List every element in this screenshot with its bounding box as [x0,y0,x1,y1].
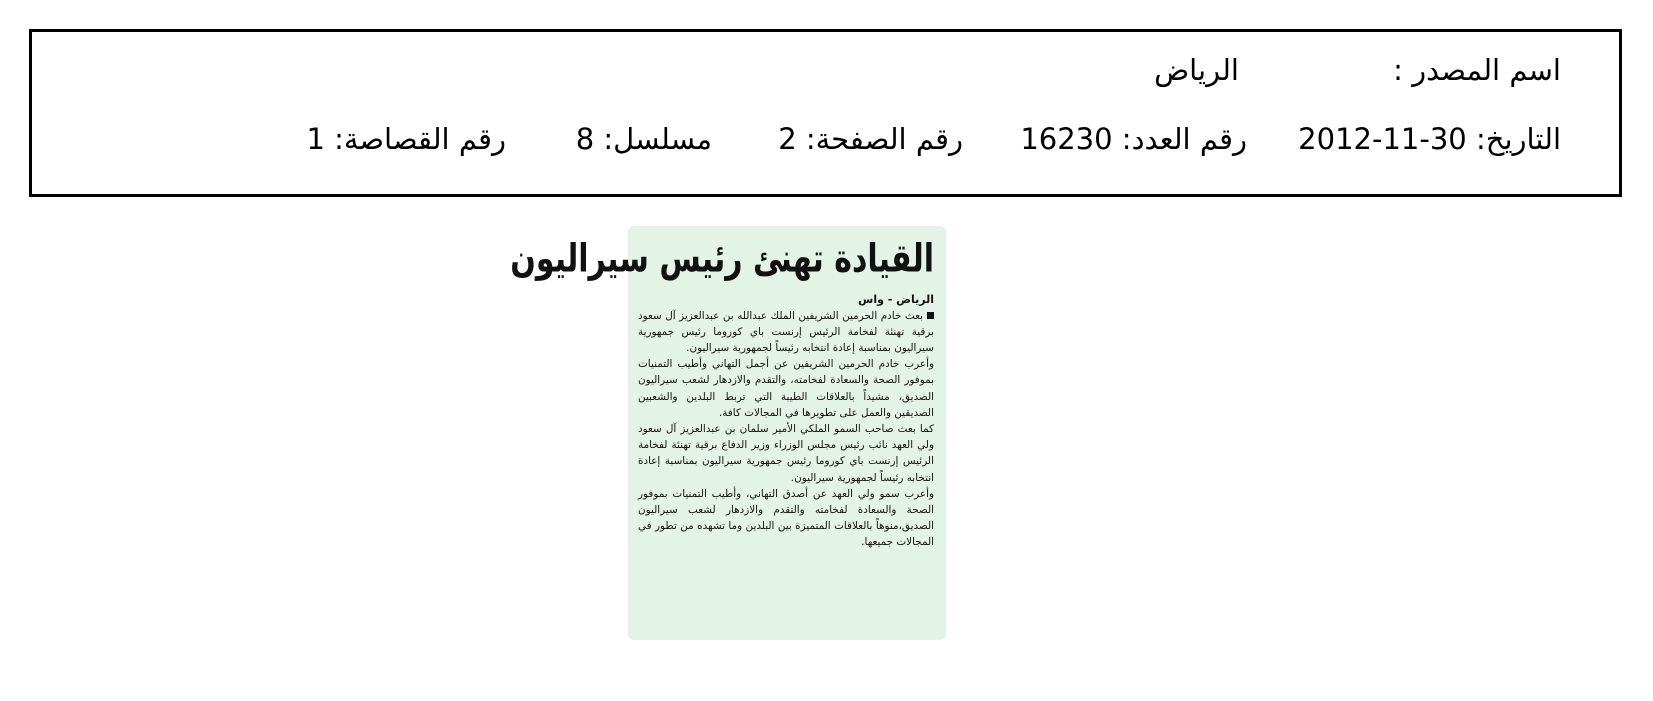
clipping-paragraph: كما بعث صاحب السمو الملكي الأمير سلمان بن عبدالعزيز آل سعود ولي العهد نائب رئيس مجلس الوزراء وزير الدفاع برقية تهنئة لفخامة الرئيس إرنست باي كوروما رئيس جمهورية سيراليون بمناسبة إعادة انتخابه رئيساً لجمهورية سيراليون. [638,422,934,484]
clipping-dateline: الرياض - واس [858,292,934,306]
clipping-paragraph: وأعرب سمو ولي العهد عن أصدق التهاني، وأطيب التمنيات بموفور الصحة والسعادة لفخامته والتقدم والازدهار لشعب سيراليون الصديق،منوهاً بالعلاقات المتميزة بين البلدين وما تشهده من تطور في المجالات جميعها. [638,487,934,549]
serial-field: مسلسل: 8 [575,122,712,156]
source-label: اسم المصدر : [1393,53,1561,87]
date-field: التاريخ: 30-11-2012 [1298,122,1561,156]
clipping-paragraph: وأعرب خادم الحرمين الشريفين عن أجمل التهاني وأطيب التمنيات بموفور الصحة والسعادة لفخامته، والتقدم والازدهار لشعب سيراليون الصديق، مشيداً بالعلاقات الطيبة التي تربط البلدين والشعبين الصديقين والعمل على تطويرها في المجالات كافة. [638,358,934,419]
page-number-field: رقم الصفحة: 2 [778,122,963,156]
source-info-box [29,29,1622,197]
source-value: الرياض [1154,53,1239,87]
issue-number-field: رقم العدد: 16230 [1020,122,1247,156]
clipping-body [638,308,934,551]
clipping-paragraph [638,308,934,357]
square-bullet-icon [927,312,934,319]
news-clipping [510,226,946,640]
paragraph-text: بعث خادم الحرمين الشريفين الملك عبدالله بن عبدالعزيز آل سعود برقية تهنئة لفخامة الرئيس إرنست باي كوروما رئيس جمهورية سيراليون بمناسبة إعادة انتخابه رئيساً لجمهورية سيراليون. [638,309,934,354]
clip-number-field: رقم القصاصة: 1 [306,122,506,156]
clipping-headline: القيادة تهنئ رئيس سيراليون [510,236,934,283]
